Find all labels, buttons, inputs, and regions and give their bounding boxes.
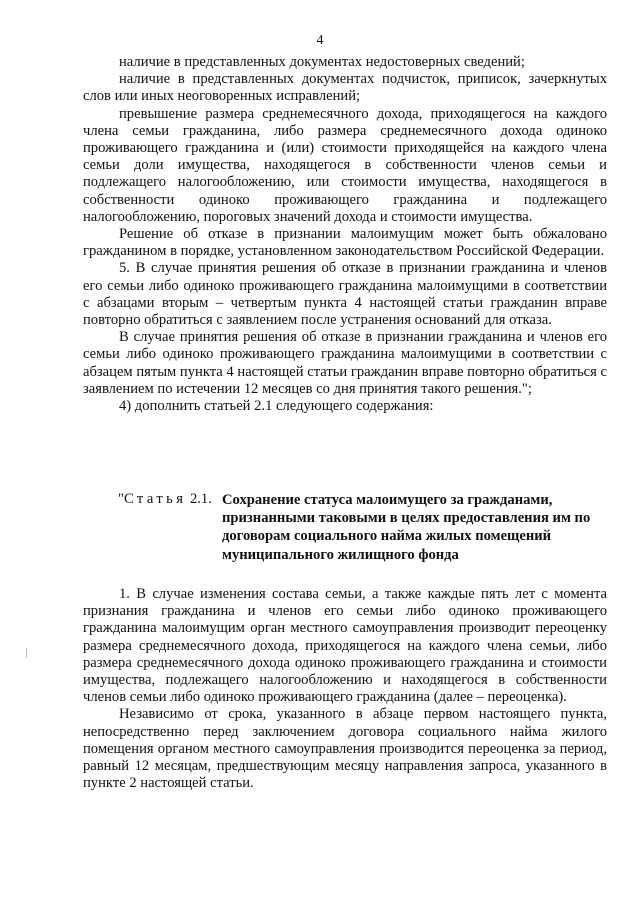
paragraph-8: 1. В случае изменения состава семьи, а также каждые пять лет с момента признания гражданина и членов его семьи либо одиноко проживающего гражданина малоимущим орган местного самоуправления производит переоценку размера среднемесячного дохода, приходящегося на каждого члена семьи, либо размера среднемесячного дохода одиноко проживающего гражданина и стоимости имущества, подлежащего налогообложению и находящегося в собственности членов семьи либо одиноко проживающего гражданина (далее – переоценка).: [83, 586, 607, 706]
paragraph-9: Независимо от срока, указанного в абзаце первом настоящего пункта, непосредственно перед заключением договора социального найма жилого помещения органом местного самоуправления производится переоценка за период, равный 12 месяцам, предшествующим месяцу направления запроса, указанного в пункте 2 настоящей статьи.: [83, 706, 607, 792]
paragraph-1: наличие в представленных документах недостоверных сведений;: [119, 54, 525, 70]
paragraph-4: Решение об отказе в признании малоимущим может быть обжаловано гражданином в порядке, установленном законодательством Российской Федерации.: [83, 226, 607, 260]
article-title: Сохранение статуса малоимущего за гражданами, признанными таковыми в целях предоставления им по договорам социального найма жилых помещений муниципального жилищного фонда: [222, 492, 591, 563]
paragraph-3: превышение размера среднемесячного дохода, приходящегося на каждого члена семьи гражданина, либо размера среднемесячного дохода одиноко проживающего гражданина и (или) стоимости приходящейся на каждого члена семьи доли имущества, находящегося в собственности членов семьи и подлежащего налогообложению, или стоимости имущества, находящегося в собственности одиноко проживающего гражданина и подлежащего налогообложению, пороговых значений дохода и стоимости имущества.: [83, 105, 607, 225]
article-word: Статья: [123, 491, 187, 507]
body-text-top: [83, 54, 607, 415]
margin-mark: [26, 648, 27, 658]
article-label: [118, 491, 212, 508]
page-number: 4: [316, 33, 324, 48]
paragraph-7: 4) дополнить статьей 2.1 следующего содержания:: [119, 398, 434, 415]
paragraph-6: В случае принятия решения об отказе в признании гражданина и членов его семьи либо одиноко проживающего гражданина малоимущими в соответствии с абзацем пятым пункта 4 настоящей статьи гражданин вправе повторно обратиться с заявлением по истечении 12 месяцев со дня принятия такого решения.";: [83, 329, 607, 397]
paragraph-5: 5. В случае принятия решения об отказе в признании гражданина и членов его семьи либо одиноко проживающего гражданина малоимущими в соответствии с абзацами вторым – четвертым пункта 4 настоящей статьи гражданин вправе повторно обратиться с заявлением после устранения оснований для отказа.: [83, 260, 607, 329]
article-open-quote: ": [118, 491, 124, 507]
body-text-bottom: [83, 586, 607, 792]
article-number: 2.1.: [189, 491, 212, 507]
paragraph-2: наличие в представленных документах подчисток, приписок, зачеркнутых слов или иных неоговоренных исправлений;: [83, 71, 607, 105]
